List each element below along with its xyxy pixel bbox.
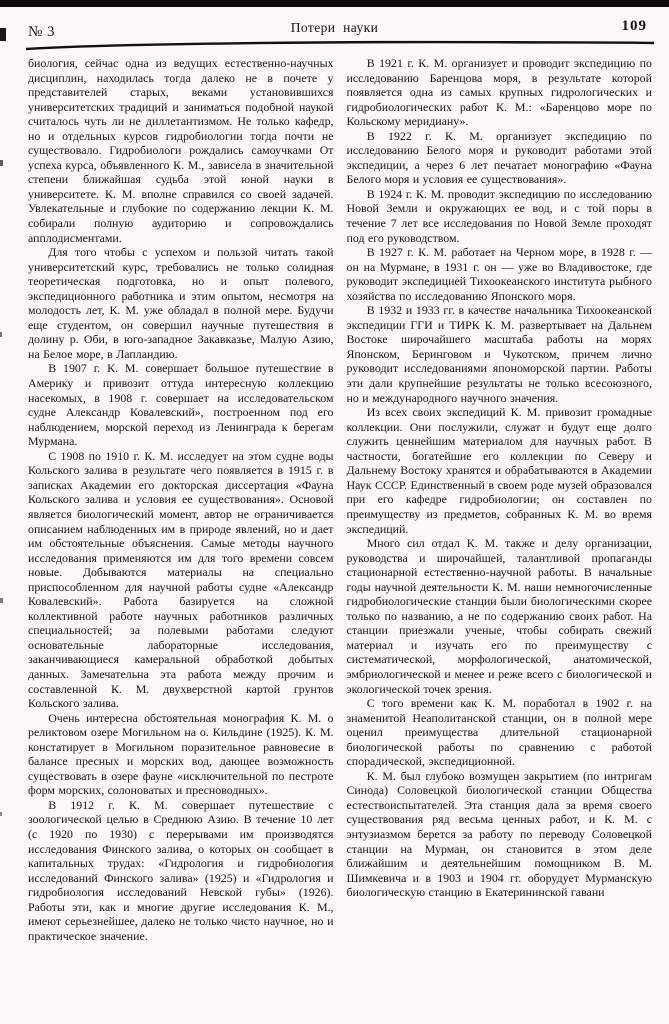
page-header-title: Потери науки xyxy=(290,20,379,35)
right-column xyxy=(347,56,653,943)
page-number: 109 xyxy=(621,18,647,34)
article-body xyxy=(28,56,652,943)
scan-artifact xyxy=(0,812,2,816)
paragraph: В 1927 г. К. М. работает на Черном море, в 1928 г. — он на Мурмане, в 1931 г. он — уже во Владивостоке, где руководит экспедицией Тихоокеанского института рыбного хозяйства по исследованию Японского моря. xyxy=(346,245,652,303)
paragraph: С 1908 по 1910 г. К. М. исследует на этом судне воды Кольского залива в результате чего появляется в 1915 г. в записках Академии его докторская диссертация «Фауна Кольского залива и условия ее существования». Основой является биологический момент, автор не ограничивается описанием наблюденных им в природе явлений, но и дает им обстоятельные объяснения. Самые методы научного исследования применяются им для того времени совсем новые. Добываются материалы на специально приспособленном для научной работы судне «Александр Ковалевский». Работа базируется на сложной коллективной работе научных работников различных специальностей; за полевыми работами следуют основательные лабораторные исследования, заканчивающиеся камеральной обработкой добытых данных. Замечательна эта работа между прочим и составленной К. М. двухверстной картой грунтов Кольского залива. xyxy=(28,448,334,711)
paragraph: К. М. был глубоко возмущен закрытием (по интригам Синода) Соловецкой биологической станции Общества естествоиспытателей. Эта станция дала за время своего существования ряд весьма ценных работ, и К. М. с энтузиазмом берется за работу по переводу Соловецкой станции на Мурман, он становится в этом деле ближайшим и деятельнейшим помощником В. М. Шимкевича и в 1903 и 1904 гг. оборудует Мурманскую биологическую станцию в Екатерининской гавани xyxy=(346,768,652,900)
left-column xyxy=(28,56,334,943)
paragraph: В 1907 г. К. М. совершает большое путешествие в Америку и привозит оттуда интересную коллекцию насекомых, в 1908 г. совершает на исследовательском судне Александр Ковалевский», построенном под его наблюдением, морской переход из Ленинграда к берегам Мурмана. xyxy=(28,361,334,449)
paragraph: С того времени как К. М. поработал в 1902 г. на знаменитой Неаполитанской станции, он в полной мере оценил преимущества длительной стационарной биологической работы по сравнению с работой спорадической, экспедиционной. xyxy=(346,696,652,769)
paragraph: Для того чтобы с успехом и пользой читать такой университетский курс, требовались не только солидная теоретическая подготовка, но и опыт полевого, экспедиционного работника и этим опытом, несмотря на молодость лет, К. М. уже обладал в полной мере. Будучи еще студентом, он совершил научные путешествия в долину р. Оби, в юго-западное Закавказье, Малую Азию, на Белое море, в Лапландию. xyxy=(28,245,334,361)
paragraph: Много сил отдал К. М. также и делу организации, руководства и широчайшей, талантливой пропаганды стационарной естественно-научной работы. В начальные годы научной деятельности К. М. наши немногочисленные гидробиологические станции были биологическими скорее только по названию, а не по содержанию своих работ. На станции приезжали ученые, чтобы собирать свежий материал и изучать его по преимуществу с систематической, морфологической, анатомической, эмбриологической и менее и реже всего с биологической и экологической точек зрения. xyxy=(346,536,652,696)
paragraph: В 1912 г. К. М. совершает путешествие с зоологической целью в Среднюю Азию. В течение 10 лет (с 1920 по 1930) с перерывами им производятся исследования Финского залива, о которых он сообщает в капитальных трудах: «Гидрология и гидробиология исследований Финского залива» (1925) и «Гидрология и гидробиология исследований Невской губы» (1926). Работы эти, как и многие другие исследования К. М., имеют серьезнейшее, далеко не только чисто научное, но и практическое значение. xyxy=(28,797,334,943)
paragraph: В 1932 и 1933 гг. в качестве начальника Тихоокеанской экспедиции ГГИ и ТИРК К. М. развертывает на Дальнем Востоке широчайшего масштаба работы на морях Японском, Беринговом и Чукотском, причем лично руководит исследованиями япономорской партии. Работы эти дали крупнейшие результаты не только всесоюзного, но и международного научного значения. xyxy=(346,303,652,405)
header-rule xyxy=(26,40,654,52)
paragraph: В 1921 г. К. М. организует и проводит экспедицию по исследованию Баренцова моря, в результате которой появляется одна из самых крупных гидрологических и гидробиологических работ К. М.: «Баренцово море по Кольскому меридиану». xyxy=(346,56,652,129)
scan-artifact xyxy=(0,598,3,603)
paragraph: Очень интересна обстоятельная монография К. М. о реликтовом озере Могильном на о. Кильдине (1925). К. М. констатирует в Могильном поразительное равновесие в балансе пресных и морских вод, дающее возможность существовать в озере фауне «исключительной по пестроте форм морских, солоноватых и пресноводных». xyxy=(28,710,334,798)
scan-artifact-top-edge xyxy=(0,0,669,7)
paragraph: Из всех своих экспедиций К. М. привозит громадные коллекции. Они послужили, служат и будут еще долго служить ценнейшим материалом для научных работ. В частности, богатейшие его коллекции по Северу и Дальнему Востоку хранятся и обрабатываются в Академии Наук СССР. Единственный в своем роде музей образовался при его кафедре гидробиологии; он составлен по преимуществу из предметов, собранных К. М. во время экспедиций. xyxy=(346,405,652,536)
paragraph: В 1922 г. К. М. организует экспедицию по исследованию Белого моря и руководит работами этой экспедиции, а через 6 лет печатает монографию «Фауна Белого моря и условия ее существования». xyxy=(346,128,652,187)
scan-artifact xyxy=(0,332,2,337)
issue-number: № 3 xyxy=(28,24,56,40)
paragraph: биология, сейчас одна из ведущих естественно-научных дисциплин, находилась тогда далеко не в почете у представителей старых, веками установившихся университетских традиций и заниматься подобной наукой считалось чуть ли не диллетантизмом. Не только кафедр, но и отдельных курсов гидробиологии тогда почти не существовало. Гидробиологи рождались самоучками От успеха курса, объявленного К. М., зависела в значительной степени ближайшая судьба этой юной науки в университете. К. М. вполне справился со своей задачей. Увлекательные и глубокие по содержанию лекции К. М. собирали полную аудиторию и сопровождались апплодисментами. xyxy=(28,56,334,245)
scan-artifact xyxy=(0,160,3,166)
paragraph: В 1924 г. К. М. проводит экспедицию по исследованию Новой Земли и окружающих ее вод, и с той поры в течение 7 лет все исследования по Новой Земле проходят под его руководством. xyxy=(346,186,652,245)
